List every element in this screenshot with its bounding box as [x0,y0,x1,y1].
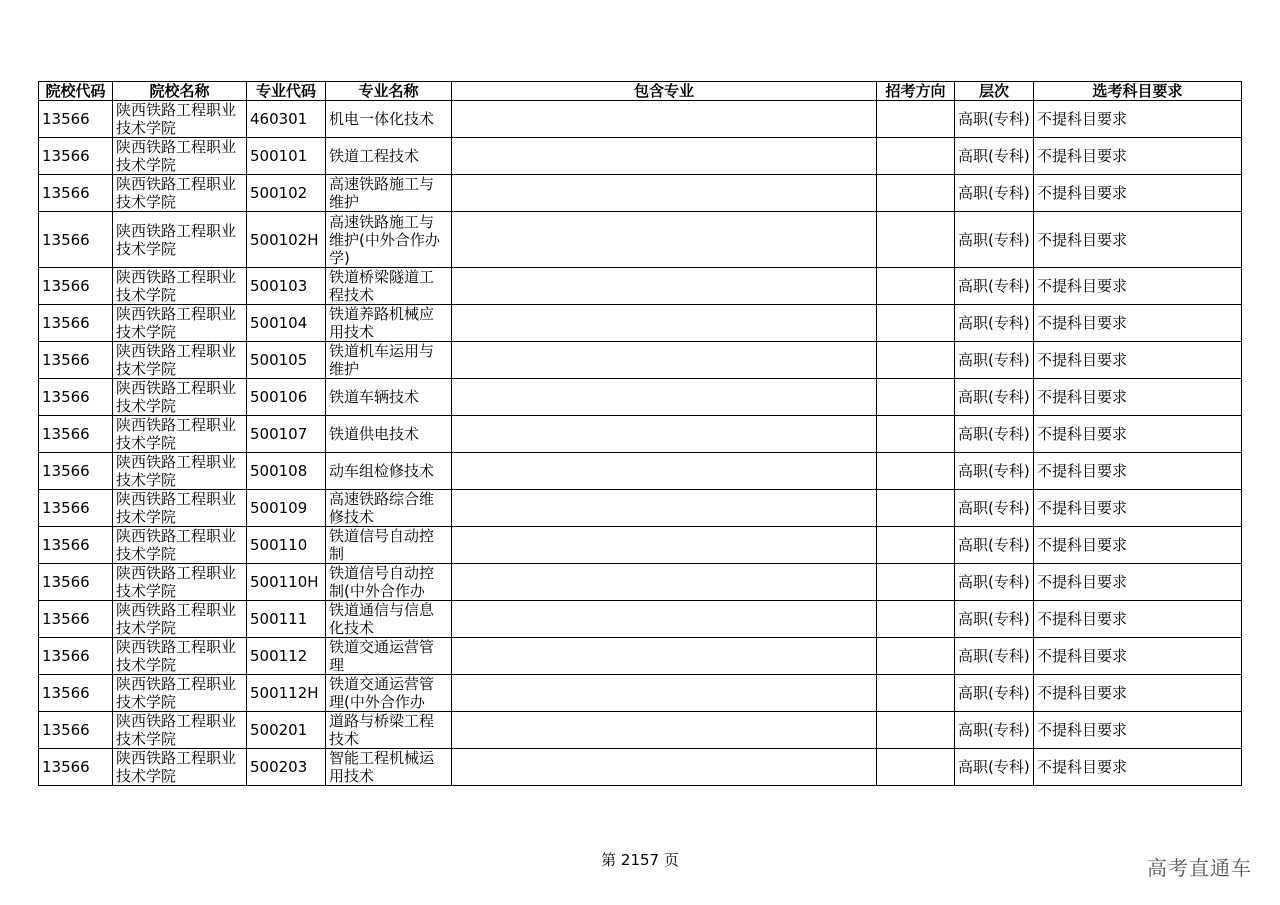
cell-direction [877,379,955,416]
cell-included-majors [452,490,877,527]
cell-major-code [247,212,326,268]
cell-requirement [1034,675,1242,712]
cell-requirement [1034,305,1242,342]
cell-direction [877,175,955,212]
cell-level [955,305,1034,342]
cell-level-text: 高职(专科) [958,230,1030,249]
cell-major-code-text: 500203 [250,758,308,776]
table-row [39,675,1242,712]
table-row [39,712,1242,749]
cell-school-code-text: 13566 [42,684,90,702]
cell-level [955,212,1034,268]
cell-level-text: 高职(专科) [958,462,1030,480]
cell-requirement-text: 不提科目要求 [1037,277,1128,295]
cell-requirement-text: 不提科目要求 [1037,147,1128,165]
cell-included-majors [452,453,877,490]
cell-level-text: 高职(专科) [958,721,1030,739]
cell-school-name [113,490,247,527]
cell-school-code [39,675,113,712]
cell-requirement-text: 不提科目要求 [1037,425,1128,443]
table-row [39,749,1242,786]
header-included-majors: 包含专业 [452,82,877,101]
cell-school-name [113,342,247,379]
cell-school-name-text: 陕西铁路工程职业技术学院 [116,638,237,674]
cell-requirement [1034,268,1242,305]
cell-included-majors [452,638,877,675]
cell-school-name [113,453,247,490]
cell-level-text: 高职(专科) [958,147,1030,165]
cell-level [955,564,1034,601]
cell-major-code-text: 500104 [250,314,308,332]
cell-major-code [247,490,326,527]
cell-major-name [326,453,452,490]
cell-school-code-text: 13566 [42,184,90,202]
cell-major-name-text: 铁道信号自动控制(中外合作办 [329,564,435,600]
cell-included-majors [452,175,877,212]
cell-school-name [113,564,247,601]
cell-level [955,601,1034,638]
cell-school-name [113,749,247,786]
cell-requirement [1034,527,1242,564]
cell-requirement-text: 不提科目要求 [1037,573,1128,591]
cell-level [955,138,1034,175]
cell-included-majors [452,749,877,786]
cell-requirement-text: 不提科目要求 [1037,684,1128,702]
cell-major-name-text: 高速铁路施工与维护 [329,175,435,211]
cell-major-name-text: 道路与桥梁工程技术 [329,712,435,748]
cell-school-code [39,527,113,564]
cell-school-name-text: 陕西铁路工程职业技术学院 [116,490,237,526]
cell-requirement-text: 不提科目要求 [1037,110,1128,128]
cell-school-code-text: 13566 [42,573,90,591]
cell-level [955,379,1034,416]
cell-school-name-text: 陕西铁路工程职业技术学院 [116,221,237,258]
cell-school-name-text: 陕西铁路工程职业技术学院 [116,453,237,489]
cell-included-majors [452,416,877,453]
cell-requirement-text: 不提科目要求 [1037,499,1128,517]
cell-school-code [39,379,113,416]
cell-included-majors [452,601,877,638]
cell-requirement-text: 不提科目要求 [1037,351,1128,369]
cell-major-code [247,379,326,416]
cell-school-code-text: 13566 [42,277,90,295]
cell-major-name [326,638,452,675]
cell-requirement [1034,453,1242,490]
cell-major-name [326,675,452,712]
cell-direction [877,675,955,712]
cell-major-name-text: 铁道通信与信息化技术 [329,601,435,637]
cell-level-text: 高职(专科) [958,684,1030,702]
cell-requirement-text: 不提科目要求 [1037,314,1128,332]
cell-major-code [247,453,326,490]
cell-school-code-text: 13566 [42,536,90,554]
cell-school-code [39,490,113,527]
cell-major-name-text: 铁道交通运营管理 [329,638,435,674]
cell-level-text: 高职(专科) [958,647,1030,665]
cell-major-name [326,305,452,342]
cell-direction [877,527,955,564]
cell-major-name-text: 高速铁路施工与维护(中外合作办学) [329,212,440,267]
cell-level-text: 高职(专科) [958,351,1030,369]
cell-major-code-text: 500101 [250,147,308,165]
cell-requirement [1034,749,1242,786]
cell-direction [877,101,955,138]
table-row [39,342,1242,379]
cell-included-majors [452,675,877,712]
table-row [39,212,1242,268]
cell-included-majors [452,379,877,416]
cell-level [955,453,1034,490]
cell-requirement [1034,379,1242,416]
table-row [39,453,1242,490]
cell-included-majors [452,527,877,564]
cell-major-name [326,527,452,564]
cell-level-text: 高职(专科) [958,110,1030,128]
cell-direction [877,305,955,342]
cell-included-majors [452,342,877,379]
cell-major-code [247,305,326,342]
cell-level-text: 高职(专科) [958,388,1030,406]
cell-requirement-text: 不提科目要求 [1037,462,1128,480]
cell-included-majors [452,712,877,749]
cell-level [955,175,1034,212]
cell-school-code [39,564,113,601]
cell-major-name-text: 铁道机车运用与维护 [329,342,435,378]
cell-major-name-text: 铁道桥梁隧道工程技术 [329,268,435,304]
cell-major-name [326,712,452,749]
cell-school-code [39,305,113,342]
cell-requirement [1034,712,1242,749]
cell-school-code-text: 13566 [42,647,90,665]
cell-major-name-text: 铁道供电技术 [329,425,420,443]
table-row [39,564,1242,601]
cell-major-code [247,527,326,564]
cell-major-code-text: 500106 [250,388,308,406]
cell-school-name [113,379,247,416]
cell-major-code-text: 500108 [250,462,308,480]
cell-major-code [247,712,326,749]
cell-level-text: 高职(专科) [958,314,1030,332]
table-row [39,527,1242,564]
cell-school-name-text: 陕西铁路工程职业技术学院 [116,305,237,341]
page-number: 第 2157 页 [601,851,679,869]
header-row [39,82,1242,101]
cell-school-code-text: 13566 [42,721,90,739]
cell-direction [877,212,955,268]
cell-requirement-text: 不提科目要求 [1037,536,1128,554]
cell-school-name-text: 陕西铁路工程职业技术学院 [116,379,237,415]
cell-included-majors [452,564,877,601]
cell-school-code [39,638,113,675]
cell-major-name [326,564,452,601]
cell-level-text: 高职(专科) [958,499,1030,517]
cell-level [955,416,1034,453]
cell-major-name-text: 智能工程机械运用技术 [329,749,435,785]
cell-level [955,342,1034,379]
cell-school-name [113,675,247,712]
cell-major-code [247,749,326,786]
cell-level-text: 高职(专科) [958,536,1030,554]
cell-major-name [326,175,452,212]
cell-major-code-text: 500112 [250,647,308,665]
cell-requirement [1034,212,1242,268]
cell-major-code [247,564,326,601]
cell-direction [877,268,955,305]
cell-school-name-text: 陕西铁路工程职业技术学院 [116,675,237,711]
cell-school-code-text: 13566 [42,610,90,628]
cell-school-name-text: 陕西铁路工程职业技术学院 [116,101,237,137]
cell-major-name-text: 铁道车辆技术 [329,388,420,406]
cell-major-name-text: 铁道工程技术 [329,147,420,165]
cell-school-code-text: 13566 [42,230,90,249]
cell-requirement [1034,175,1242,212]
cell-major-code [247,638,326,675]
admissions-table [38,81,1242,786]
cell-major-code-text: 500103 [250,277,308,295]
cell-direction [877,601,955,638]
cell-level-text: 高职(专科) [958,184,1030,202]
cell-school-code [39,712,113,749]
cell-school-name [113,712,247,749]
cell-direction [877,638,955,675]
cell-major-code [247,175,326,212]
cell-direction [877,416,955,453]
cell-major-code-text: 500107 [250,425,308,443]
cell-school-name [113,268,247,305]
cell-school-name-text: 陕西铁路工程职业技术学院 [116,138,237,174]
cell-level [955,749,1034,786]
cell-level [955,638,1034,675]
cell-school-name [113,138,247,175]
cell-direction [877,490,955,527]
cell-school-name-text: 陕西铁路工程职业技术学院 [116,749,237,785]
cell-school-name [113,175,247,212]
cell-school-name [113,101,247,138]
cell-included-majors [452,305,877,342]
cell-level [955,527,1034,564]
cell-level-text: 高职(专科) [958,758,1030,776]
cell-major-name [326,490,452,527]
cell-school-name-text: 陕西铁路工程职业技术学院 [116,564,237,600]
watermark: 高考直通车 [1147,856,1252,880]
cell-major-code [247,601,326,638]
cell-major-name [326,212,452,268]
cell-school-name-text: 陕西铁路工程职业技术学院 [116,527,237,563]
cell-school-name [113,305,247,342]
header-major-code: 专业代码 [247,82,326,101]
cell-major-code-text: 500110 [250,536,308,554]
table-row [39,416,1242,453]
cell-included-majors [452,212,877,268]
cell-requirement-text: 不提科目要求 [1037,184,1128,202]
cell-major-name-text: 机电一体化技术 [329,110,435,128]
cell-school-code [39,453,113,490]
cell-requirement-text: 不提科目要求 [1037,647,1128,665]
cell-school-code-text: 13566 [42,110,90,128]
cell-level [955,490,1034,527]
cell-direction [877,453,955,490]
cell-direction [877,138,955,175]
cell-school-name [113,212,247,268]
table-row [39,138,1242,175]
cell-school-name [113,638,247,675]
cell-school-code [39,342,113,379]
cell-school-code-text: 13566 [42,147,90,165]
cell-major-name-text: 铁道交通运营管理(中外合作办 [329,675,435,711]
cell-direction [877,564,955,601]
cell-major-code [247,342,326,379]
cell-requirement [1034,101,1242,138]
cell-major-code-text: 500110H [250,573,319,591]
cell-school-code [39,601,113,638]
cell-level-text: 高职(专科) [958,573,1030,591]
cell-school-code-text: 13566 [42,462,90,480]
cell-school-name-text: 陕西铁路工程职业技术学院 [116,712,237,748]
cell-direction [877,342,955,379]
cell-major-code-text: 500111 [250,610,308,628]
cell-school-code [39,101,113,138]
cell-requirement-text: 不提科目要求 [1037,721,1128,739]
cell-school-code-text: 13566 [42,425,90,443]
cell-requirement-text: 不提科目要求 [1037,610,1128,628]
cell-major-name-text: 动车组检修技术 [329,462,435,480]
cell-major-name-text: 高速铁路综合维修技术 [329,490,435,526]
cell-included-majors [452,138,877,175]
cell-major-code [247,138,326,175]
cell-direction [877,749,955,786]
header-school-name: 院校名称 [113,82,247,101]
cell-level-text: 高职(专科) [958,277,1030,295]
cell-major-name [326,342,452,379]
cell-level [955,675,1034,712]
cell-level-text: 高职(专科) [958,610,1030,628]
header-requirement: 选考科目要求 [1034,82,1242,101]
table-body [39,101,1242,786]
cell-major-name [326,601,452,638]
cell-school-code-text: 13566 [42,351,90,369]
cell-school-code [39,138,113,175]
cell-requirement [1034,564,1242,601]
cell-school-code-text: 13566 [42,758,90,776]
table-row [39,379,1242,416]
cell-school-code-text: 13566 [42,314,90,332]
cell-requirement [1034,638,1242,675]
cell-school-name-text: 陕西铁路工程职业技术学院 [116,416,237,452]
cell-school-name-text: 陕西铁路工程职业技术学院 [116,601,237,637]
cell-school-code-text: 13566 [42,499,90,517]
cell-major-code [247,268,326,305]
header-major-name: 专业名称 [326,82,452,101]
cell-requirement-text: 不提科目要求 [1037,388,1128,406]
cell-major-code-text: 500102 [250,184,308,202]
cell-school-name [113,601,247,638]
cell-requirement [1034,490,1242,527]
cell-requirement [1034,138,1242,175]
table-row [39,101,1242,138]
cell-major-name [326,379,452,416]
table-row [39,601,1242,638]
cell-requirement [1034,342,1242,379]
table-row [39,638,1242,675]
cell-school-code [39,749,113,786]
cell-school-name-text: 陕西铁路工程职业技术学院 [116,175,237,211]
cell-major-name-text: 铁道信号自动控制 [329,527,435,563]
cell-school-code-text: 13566 [42,388,90,406]
header-direction: 招考方向 [877,82,955,101]
cell-school-name-text: 陕西铁路工程职业技术学院 [116,342,237,378]
cell-level [955,712,1034,749]
cell-school-name [113,416,247,453]
cell-level-text: 高职(专科) [958,425,1030,443]
cell-direction [877,712,955,749]
cell-school-code [39,416,113,453]
cell-major-name [326,268,452,305]
cell-major-code-text: 500109 [250,499,308,517]
table-row [39,305,1242,342]
cell-level [955,268,1034,305]
cell-requirement-text: 不提科目要求 [1037,230,1128,249]
cell-school-code [39,175,113,212]
cell-major-name [326,749,452,786]
header-school-code: 院校代码 [39,82,113,101]
cell-major-name [326,101,452,138]
cell-major-name [326,416,452,453]
cell-included-majors [452,101,877,138]
table-row [39,490,1242,527]
table-row [39,175,1242,212]
cell-school-name-text: 陕西铁路工程职业技术学院 [116,268,237,304]
cell-major-code [247,675,326,712]
cell-level [955,101,1034,138]
cell-requirement-text: 不提科目要求 [1037,758,1128,776]
cell-school-name [113,527,247,564]
cell-requirement [1034,601,1242,638]
table-row [39,268,1242,305]
cell-school-code [39,212,113,268]
cell-major-code-text: 500102H [250,230,319,249]
cell-major-name [326,138,452,175]
cell-included-majors [452,268,877,305]
cell-major-code [247,101,326,138]
cell-major-name-text: 铁道养路机械应用技术 [329,305,435,341]
cell-major-code-text: 500112H [250,684,319,702]
cell-major-code-text: 500201 [250,721,308,739]
cell-requirement [1034,416,1242,453]
header-level: 层次 [955,82,1034,101]
cell-major-code-text: 460301 [250,110,308,128]
cell-major-code-text: 500105 [250,351,308,369]
cell-school-code [39,268,113,305]
cell-major-code [247,416,326,453]
